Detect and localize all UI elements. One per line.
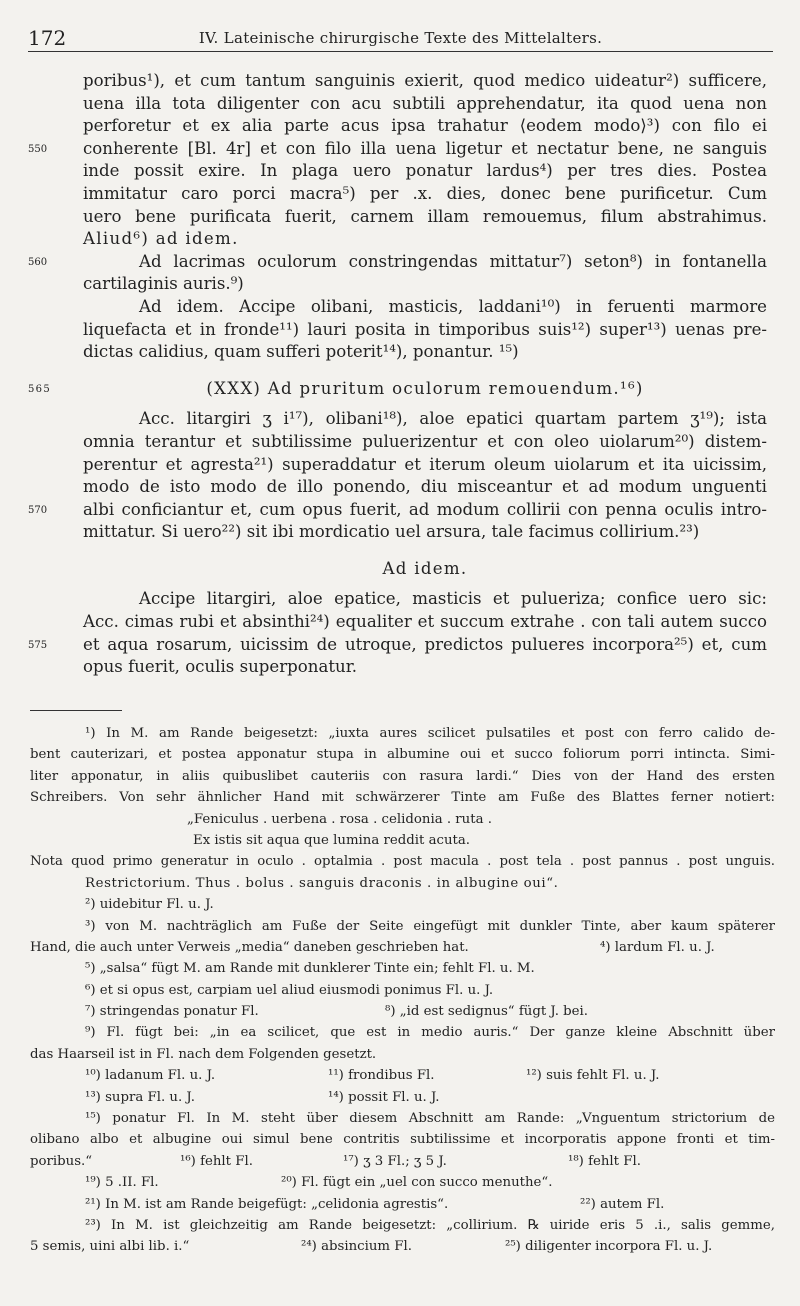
text-line: modo de isto modo de illo ponendo, diu misceantur et ad modum unguenti xyxy=(83,477,767,497)
footnote-line: ¹) In M. am Rande beigesetzt: „iuxta aures scilicet pulsatiles et post con ferro calido de- xyxy=(85,726,775,741)
footnote-text: ²⁵) diligenter incorpora Fl. u. J. xyxy=(505,1239,713,1255)
footnote-text: ²⁰) Fl. fügt ein „uel con succo menuthe“. xyxy=(281,1175,553,1191)
spacer xyxy=(83,580,767,588)
header-rule xyxy=(28,51,773,52)
text-line xyxy=(28,499,767,522)
footnote-line xyxy=(30,937,775,958)
footnote-text: ²¹) In M. ist am Rande beigefügt: „celidonia agrestis“. xyxy=(85,1196,449,1212)
section-heading-text: (XXX) Ad pruritum oculorum remouendum.¹⁶) xyxy=(206,378,644,398)
footnote-line xyxy=(30,1194,775,1215)
text-line: cartilaginis auris.⁹) xyxy=(83,274,244,294)
line-number: 570 xyxy=(28,504,48,516)
footnotes xyxy=(30,723,775,1258)
running-head: IV. Lateinische chirurgische Texte des Mittelalters. xyxy=(198,29,603,47)
footnote-line xyxy=(30,1065,775,1086)
spacer xyxy=(83,400,767,408)
footnote-line: ¹⁵) ponatur Fl. In M. steht über diesem Abschnitt am Rande: „Vnguentum strictorium de xyxy=(85,1111,775,1127)
text-line: Aliud⁶) ad idem. xyxy=(83,229,239,249)
footnote-line: liter apponatur, in aliis quibuslibet cauteriis con rasura lardi.“ Dies von der Hand des ersten xyxy=(30,768,775,784)
footnote-line: Restrictorium. Thus . bolus . sanguis draconis . in albugine oui“. xyxy=(85,875,559,891)
footnote-text: ⁸) „id est sedignus“ fügt J. bei. xyxy=(385,1004,589,1020)
footnote-text: poribus.“ xyxy=(30,1153,93,1169)
footnote-text: ¹³) supra Fl. u. J. xyxy=(85,1089,195,1105)
text-line: liquefacta et in fronde¹¹) lauri posita in timporibus suis¹²) super¹³) uenas pre- xyxy=(83,319,767,339)
line-number: 575 xyxy=(28,639,48,651)
footnote-rule xyxy=(30,710,122,711)
footnote-text: ¹²) suis fehlt Fl. u. J. xyxy=(526,1068,660,1084)
footnote-text: 5 semis, uini albi lib. i.“ xyxy=(30,1239,190,1255)
text-line xyxy=(28,138,767,161)
footnote-line: olibano albo et albugine oui simul bene contritis subtilissime et incorporatis appone fronti et tim- xyxy=(30,1132,775,1148)
text-line-content: albi conficiantur et, cum opus fuerit, ad modum collirii con penna oculis intro- xyxy=(83,499,767,519)
footnote-line: bent cauterizari, et postea apponatur stupa in albumine oui et succo foliorum porri intincta. Simi- xyxy=(30,747,775,763)
footnote-text: Hand, die auch unter Verweis „media“ daneben geschrieben hat. xyxy=(30,939,469,955)
text-line xyxy=(28,634,767,657)
footnote-line: ³) von M. nachträglich am Fuße der Seite eingefügt mit dunkler Tinte, aber kaum späterer xyxy=(85,918,775,934)
footnote-line: Nota quod primo generatur in oculo . optalmia . post macula . post tela . post pannus . post unguis. xyxy=(30,854,775,870)
footnote-line xyxy=(30,1236,775,1257)
text-line: mittatur. Si uero²²) sit ibi mordicatio uel arsura, tale facimus collirium.²³) xyxy=(83,522,700,542)
spacer xyxy=(83,544,767,558)
text-line: inde possit exire. In plaga uero ponatur lardus⁴) per tres dies. Postea xyxy=(83,161,767,181)
text-line: immitatur caro porci macra⁵) per .x. dies, donec bene purificetur. Cum xyxy=(83,183,767,203)
footnote-line xyxy=(30,1172,775,1193)
footnote-text: ⁷) stringendas ponatur Fl. xyxy=(85,1004,259,1020)
footnote-line: Schreibers. Von sehr ähnlicher Hand mit schwärzerer Tinte am Fuße des Blattes ferner notiert: xyxy=(30,790,775,806)
footnote-line: ⁵) „salsa“ fügt M. am Rande mit dunklerer Tinte ein; fehlt Fl. u. M. xyxy=(85,961,535,977)
text-line: opus fuerit, oculis superponatur. xyxy=(83,657,358,677)
text-line: Acc. litargiri ʒ i¹⁷), olibani¹⁸), aloe epatici quartam partem ʒ¹⁹); ista xyxy=(139,409,767,429)
footnote-text: ⁴) lardum Fl. u. J. xyxy=(600,939,715,955)
footnote-text: ¹⁰) ladanum Fl. u. J. xyxy=(85,1068,216,1084)
body-text xyxy=(28,70,767,679)
footnote-line xyxy=(30,1087,775,1108)
text-line-content: et aqua rosarum, uicissim de utroque, predictos pulueres incorpora²⁵) et, cum xyxy=(83,634,767,654)
footnote-text: ¹⁷) ʒ 3 Fl.; ʒ 5 J. xyxy=(343,1153,447,1169)
text-line xyxy=(28,251,767,274)
footnote-line: das Haarseil ist in Fl. nach dem Folgenden gesetzt. xyxy=(30,1046,377,1062)
line-number: 560 xyxy=(28,256,48,268)
footnote-line: ²³) In M. ist gleichzeitig am Rande beigesetzt: „collirium. ℞ uiride eris 5 .i., salis gemme, xyxy=(85,1217,775,1233)
text-line: perforetur et ex alia parte acus ipsa trahatur ⟨eodem modo⟩³) con filo ei xyxy=(83,116,767,136)
text-line-content: Ad lacrimas oculorum constringendas mittatur⁷) seton⁸) in fontanella xyxy=(139,251,767,271)
text-line: perentur et agresta²¹) superaddatur et iterum oleum uiolarum et ita uicissim, xyxy=(83,454,767,474)
text-line: Ad idem. Accipe olibani, masticis, laddani¹⁰) in feruenti marmore xyxy=(139,296,767,316)
text-line: uena illa tota diligenter con acu subtili apprehendatur, ita quod uena non xyxy=(83,93,767,113)
footnote-line: „Feniculus . uerbena . rosa . celidonia . ruta . xyxy=(187,811,492,827)
footnote-text: ¹⁹) 5 .II. Fl. xyxy=(85,1175,159,1191)
text-line: Acc. cimas rubi et absinthi²⁴) equaliter et succum extrahe . con tali autem succo xyxy=(83,612,767,632)
line-number: 565 xyxy=(28,383,51,395)
page-number: 172 xyxy=(28,26,67,50)
footnote-text: ¹⁸) fehlt Fl. xyxy=(568,1153,641,1169)
footnote-line: ⁹) Fl. fügt bei: „in ea scilicet, que est in medio auris.“ Der ganze kleine Abschnitt über xyxy=(85,1025,775,1041)
footnote-text: ²⁴) absincium Fl. xyxy=(301,1239,412,1255)
text-line-content: conherente [Bl. 4r] et con filo illa uena ligetur et nectatur bene, ne sanguis xyxy=(83,138,767,158)
text-line: poribus¹), et cum tantum sanguinis exierit, quod medico uideatur²) sufficere, xyxy=(83,71,767,90)
line-number: 550 xyxy=(28,143,48,155)
page-header xyxy=(28,24,773,52)
footnote-line xyxy=(30,1151,775,1172)
footnote-line xyxy=(30,1001,775,1022)
footnote-text: ¹⁴) possit Fl. u. J. xyxy=(328,1089,440,1105)
footnote-line: Ex istis sit aqua que lumina reddit acuta. xyxy=(193,832,471,848)
text-line: uero bene purificata fuerit, carnem illam remouemus, filum abstrahimus. xyxy=(83,206,767,226)
text-line: omnia terantur et subtilissime puluerizentur et con oleo uiolarum²⁰) distem- xyxy=(83,431,767,451)
section-heading xyxy=(28,378,767,401)
footnote-line: ²) uidebitur Fl. u. J. xyxy=(85,897,214,913)
text-line: Accipe litargiri, aloe epatice, masticis et pulueriza; confice uero sic: xyxy=(139,589,767,609)
section-heading: Ad idem. xyxy=(382,558,468,578)
footnote-text: ¹⁶) fehlt Fl. xyxy=(180,1153,253,1169)
footnote-text: ¹¹) frondibus Fl. xyxy=(328,1068,435,1084)
footnote-text: ²²) autem Fl. xyxy=(580,1196,665,1212)
text-line: dictas calidius, quam sufferi poterit¹⁴), ponantur. ¹⁵) xyxy=(83,342,519,362)
spacer xyxy=(83,364,767,378)
footnote-line: ⁶) et si opus est, carpiam uel aliud eiusmodi ponimus Fl. u. J. xyxy=(85,982,494,998)
